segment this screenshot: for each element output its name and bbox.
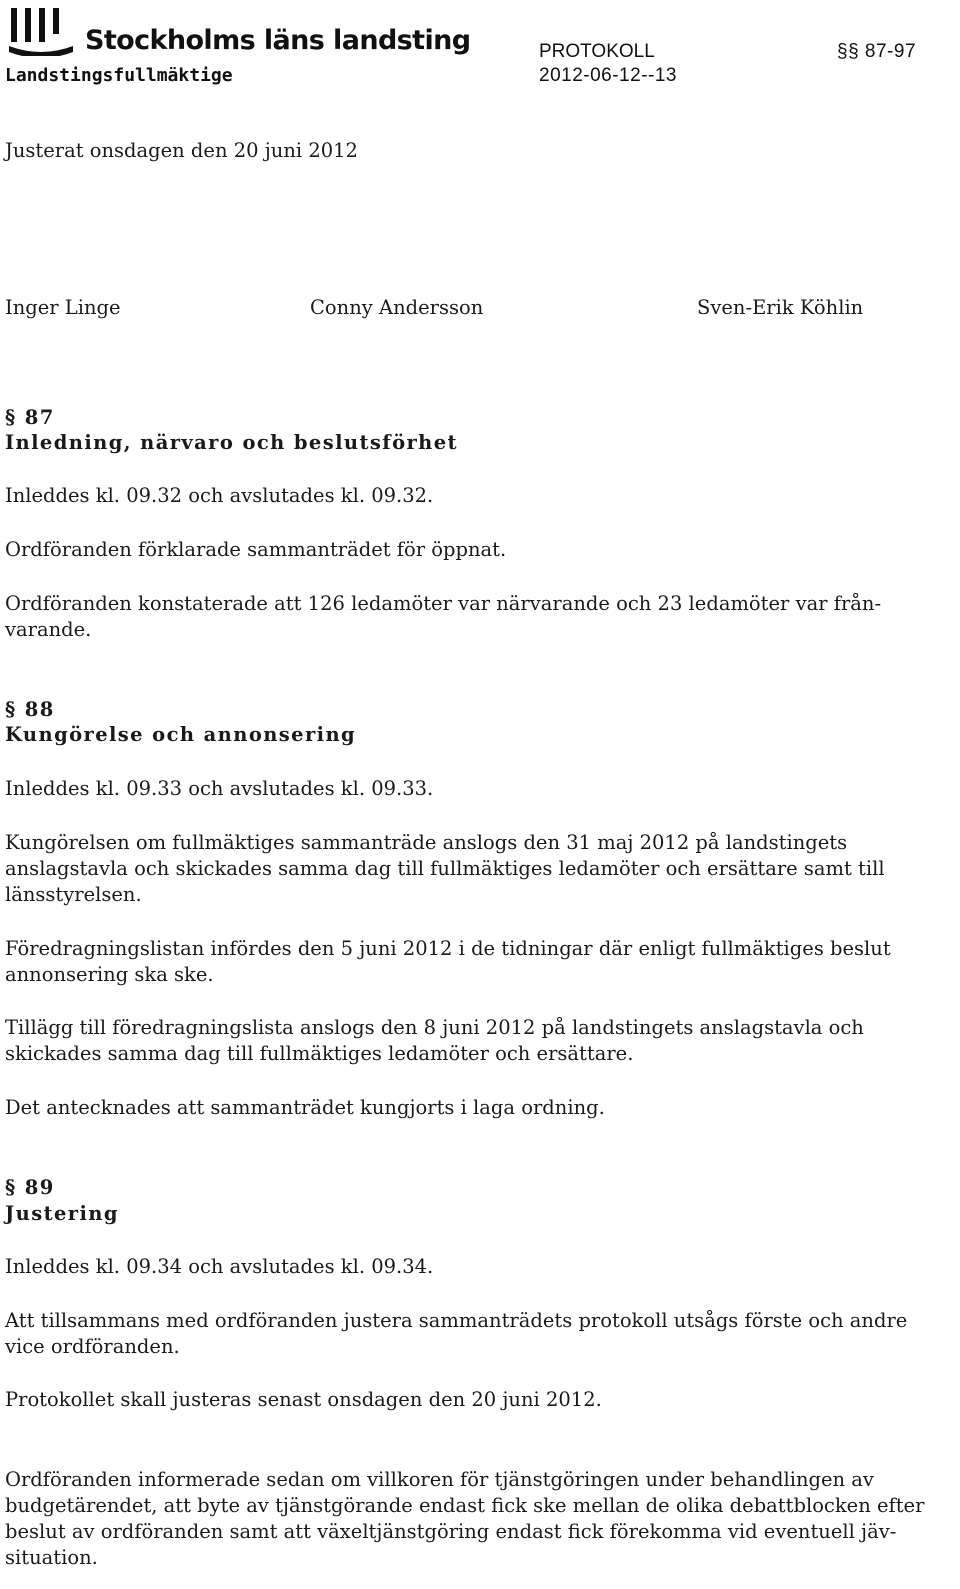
section-title: Justering <box>5 1202 119 1225</box>
section-number: § 88 <box>5 698 55 721</box>
paragraph-line: anslagstavla och skickades samma dag till fullmäktiges ledamöter och ersättare samt till <box>5 857 885 880</box>
logo-text: Stockholms läns landsting <box>85 25 471 56</box>
paragraph-line: Inleddes kl. 09.33 och avslutades kl. 09.33. <box>5 777 434 800</box>
paragraph-range: §§ 87-97 <box>837 41 917 62</box>
section-number: § 87 <box>5 406 55 429</box>
adjusted-date: Justerat onsdagen den 20 juni 2012 <box>5 139 358 162</box>
paragraph-line: Inleddes kl. 09.32 och avslutades kl. 09.32. <box>5 484 434 507</box>
signatory-1: Inger Linge <box>5 296 121 319</box>
paragraph-line: Protokollet skall justeras senast onsdagen den 20 juni 2012. <box>5 1388 602 1411</box>
paragraph-line: annonsering ska ske. <box>5 963 214 986</box>
paragraph-line: Att tillsammans med ordföranden justera sammanträdets protokoll utsågs förste och andre <box>5 1309 908 1332</box>
paragraph-line: Det antecknades att sammanträdet kungjorts i laga ordning. <box>5 1096 605 1119</box>
paragraph-line: länsstyrelsen. <box>5 883 142 906</box>
paragraph-line: Kungörelsen om fullmäktiges sammanträde anslogs den 31 maj 2012 på landstingets <box>5 831 848 854</box>
paragraph-line: Inleddes kl. 09.34 och avslutades kl. 09.34. <box>5 1255 434 1278</box>
section-title: Kungörelse och annonsering <box>5 723 357 746</box>
paragraph-line: Ordföranden förklarade sammanträdet för öppnat. <box>5 538 507 561</box>
paragraph-line: beslut av ordföranden samt att växeltjänstgöring endast fick förekomma vid eventuell jäv- <box>5 1520 897 1543</box>
section-title: Inledning, närvaro och beslutsförhet <box>5 431 458 454</box>
sll-logo <box>7 0 470 56</box>
paragraph-line: situation. <box>5 1546 98 1569</box>
sll-logo-mark-icon <box>7 6 75 56</box>
paragraph-line: Föredragningslistan infördes den 5 juni 2012 i de tidningar där enligt fullmäktiges beslut <box>5 937 891 960</box>
paragraph-line: Tillägg till föredragningslista anslogs den 8 juni 2012 på landstingets anslagstavla och <box>5 1016 864 1039</box>
paragraph-line: Ordföranden informerade sedan om villkoren för tjänstgöringen under behandlingen av <box>5 1468 874 1491</box>
paragraph-line: skickades samma dag till fullmäktiges ledamöter och ersättare. <box>5 1042 634 1065</box>
paragraph-line: varande. <box>5 618 92 641</box>
paragraph-line: vice ordföranden. <box>5 1335 180 1358</box>
signatory-3: Sven-Erik Köhlin <box>697 296 864 319</box>
organization-name: Landstingsfullmäktige <box>5 65 233 86</box>
paragraph-line: budgetärendet, att byte av tjänstgörande endast fick ske mellan de olika debattblocken efter <box>5 1494 925 1517</box>
paragraph-line: Ordföranden konstaterade att 126 ledamöter var närvarande och 23 ledamöter var från- <box>5 592 882 615</box>
signatory-2: Conny Andersson <box>310 296 484 319</box>
document-date: 2012-06-12--13 <box>539 65 677 86</box>
section-number: § 89 <box>5 1176 55 1199</box>
document-type: PROTOKOLL <box>539 41 655 62</box>
